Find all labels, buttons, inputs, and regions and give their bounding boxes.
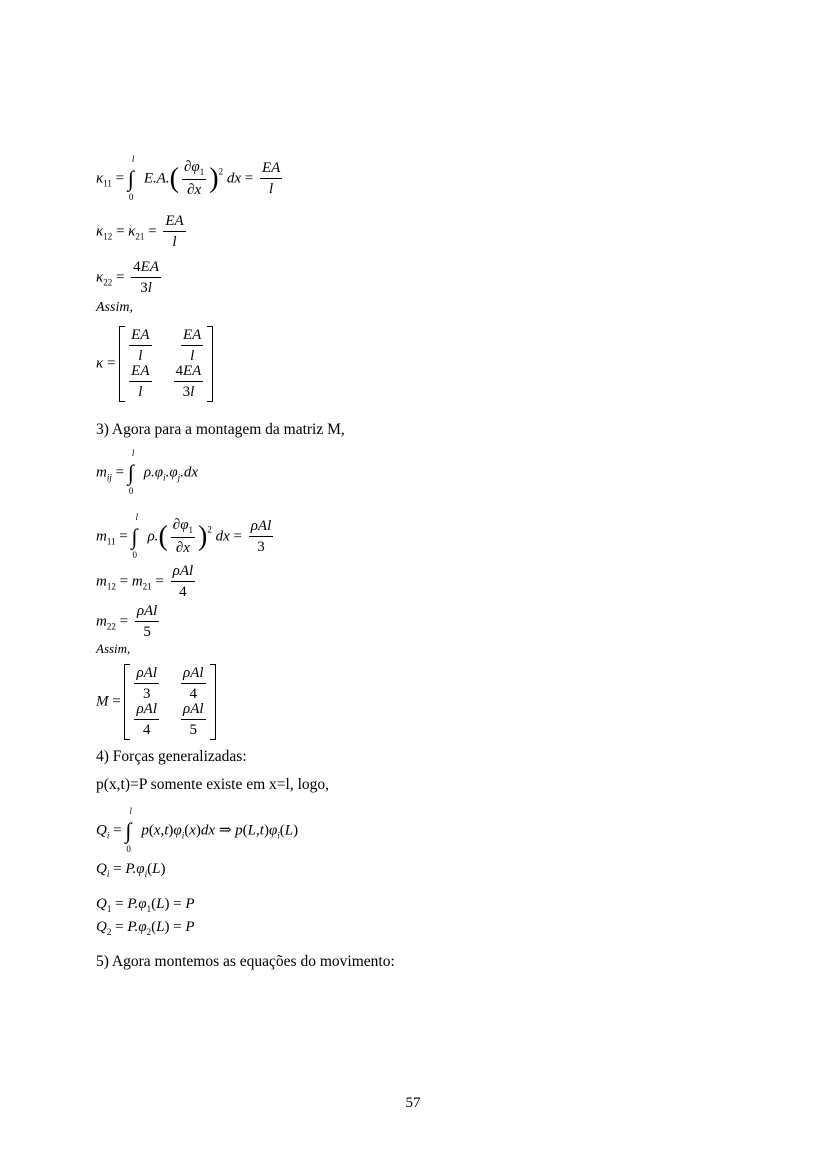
- equation-q-1: $Q_1 = P.\varphi_1(L) = P$: [96, 896, 195, 914]
- equation-m-ij: $m_{ij}$ = l ∫ 0 $\rho.\varphi_i.\varphi_j.dx$: [96, 448, 199, 496]
- assim-label-1: Assim,: [96, 300, 133, 315]
- step-5-heading: 5) Agora montemos as equações do movimento:: [96, 953, 395, 970]
- equation-m-11: $m_{11}$ = l ∫ 0 ρ.( $\frac{\partial\varphi_1}{\partial x}$ )$^2$ dx = $\frac{\text{ρAl}}{3}$: [96, 512, 272, 560]
- equation-q-2: $Q_2 = P.\varphi_2(L) = P$: [96, 919, 195, 937]
- page-number: 57: [405, 1095, 421, 1111]
- equation-kappa-22: $\kappa_{22}$ = $\frac{4EA}{3l}$: [96, 259, 159, 296]
- equation-m-12: $m_{12} = m_{21}$ = $\frac{\text{ρAl}}{4}$: [96, 563, 194, 600]
- step-3-heading: 3) Agora para a montagem da matriz M,: [96, 421, 345, 438]
- equation-mass-matrix: M = $\frac{\text{ρAl}}{3}$ $\frac{\text{ρAl}}{4}$ $\frac{\text{ρAl}}{4}$ $\frac{\text{ρAl}}{5}$: [96, 664, 216, 740]
- equation-kappa-11: $\kappa_{11}$ = l ∫ 0 E.A.( $\frac{\partial\varphi_1}{\partial x}$ )$^2$ dx = $\frac{EA}{l}$: [96, 154, 281, 202]
- mass-matrix: $\frac{\text{ρAl}}{3}$ $\frac{\text{ρAl}}{4}$ $\frac{\text{ρAl}}{4}$ $\frac{\text{ρAl}}{5}$: [124, 664, 215, 740]
- equation-kappa-matrix: κ = $\frac{EA}{l}$ $\frac{EA}{l}$ $\frac{EA}{l}$ $\frac{4EA}{3l}$: [96, 326, 213, 402]
- equation-q-i: $Q_i = P.\varphi_i(L)$: [96, 861, 166, 879]
- equation-kappa-12: $\kappa_{12} = \kappa_{21}$ = $\frac{EA}{l}$: [96, 213, 184, 250]
- equation-q-i-integral: $Q_i$ = l ∫ 0 $p(x,t)\varphi_i(x)dx$ ⇒ $p(L,t)\varphi_i(L)$: [96, 806, 299, 854]
- assim-label-2: Assim,: [96, 641, 131, 656]
- stiffness-matrix: $\frac{EA}{l}$ $\frac{EA}{l}$ $\frac{EA}{l}$ $\frac{4EA}{3l}$: [119, 326, 213, 402]
- load-condition-line: p(x,t)=P somente existe em x=l, logo,: [96, 776, 330, 793]
- equation-m-22: $m_{22}$ = $\frac{\text{ρAl}}{5}$: [96, 603, 158, 640]
- step-4-heading: 4) Forças generalizadas:: [96, 748, 247, 765]
